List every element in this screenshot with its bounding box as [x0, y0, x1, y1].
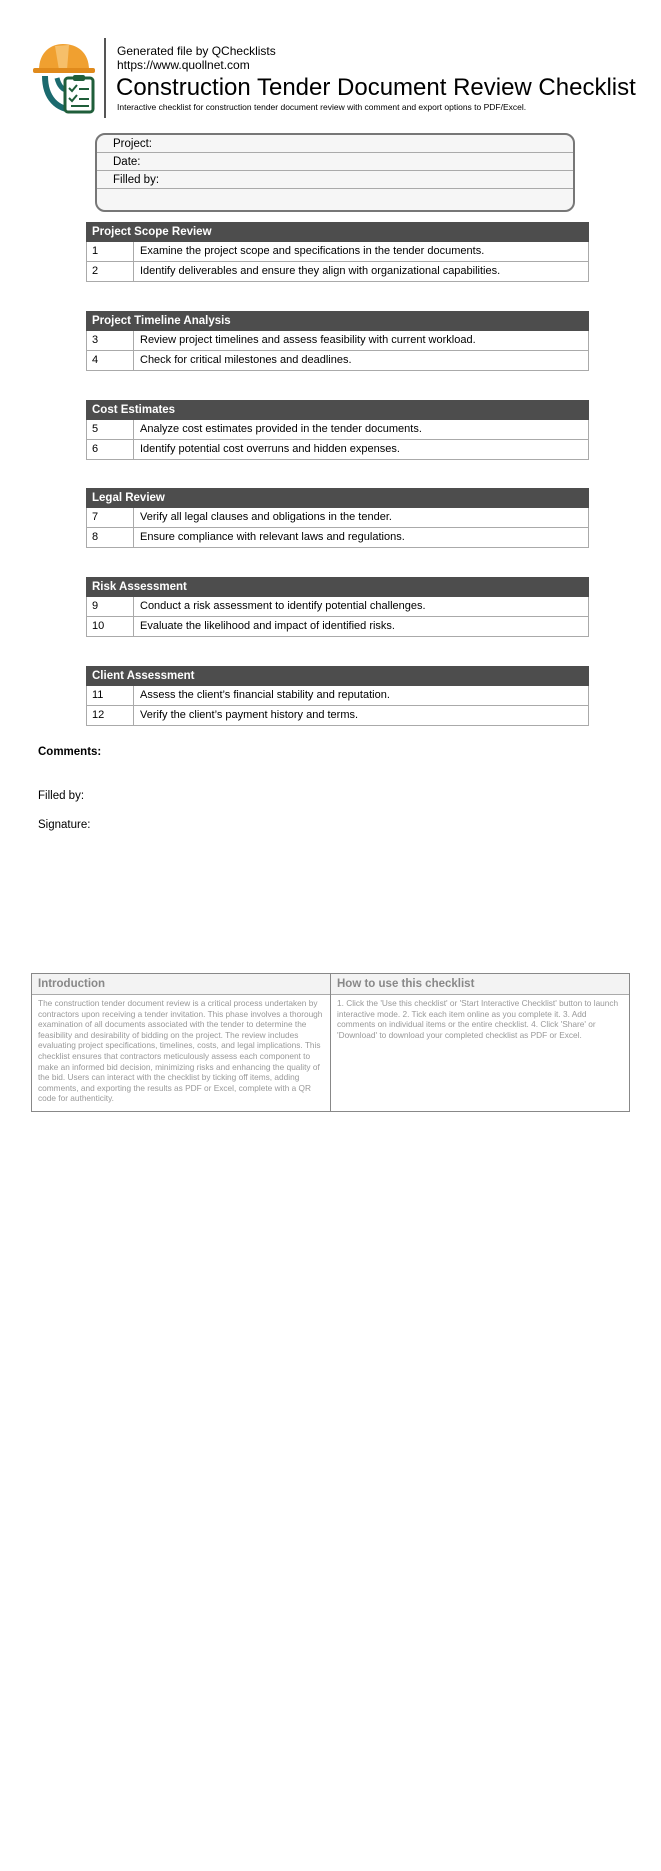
item-text: Verify the client’s payment history and terms.: [140, 709, 359, 721]
item-text: Evaluate the likelihood and impact of identified risks.: [140, 620, 395, 632]
filled-by-field: Filled by:: [97, 171, 573, 189]
item-text: Identify potential cost overruns and hidden expenses.: [140, 443, 400, 455]
section-risk-assessment: [86, 577, 589, 637]
section-title: Client Assessment: [86, 666, 589, 686]
item-text: Check for critical milestones and deadlines.: [140, 354, 352, 366]
item-number: 9: [87, 597, 134, 616]
item-text: Conduct a risk assessment to identify potential challenges.: [140, 600, 426, 612]
section-legal-review: [86, 488, 589, 548]
document-header: [33, 36, 636, 118]
checklist-item[interactable]: [86, 440, 589, 460]
section-title: Cost Estimates: [86, 400, 589, 420]
item-text: Review project timelines and assess feasibility with current workload.: [140, 334, 476, 346]
filled-by-label: Filled by:: [38, 790, 85, 802]
how-to-text: 1. Click the 'Use this checklist' or 'Start Interactive Checklist' button to launch interactive mode. 2. Tick each item online as you complete it. 3. Add comments on individual items or the entire checklist. 4. Click 'Share' or 'Download' to download your completed checklist as PDF or Excel.: [337, 998, 619, 1040]
signature-label: Signature:: [38, 819, 91, 831]
section-title: Risk Assessment: [86, 577, 589, 597]
item-text: Analyze cost estimates provided in the tender documents.: [140, 423, 422, 435]
item-number: 4: [87, 351, 134, 370]
item-text: Assess the client’s financial stability and reputation.: [140, 689, 390, 701]
checklist-item[interactable]: [86, 508, 589, 528]
info-box: [95, 133, 575, 212]
page-title: Construction Tender Document Review Checklist: [116, 74, 636, 101]
item-text: Verify all legal clauses and obligations in the tender.: [140, 511, 392, 523]
intro-table: [31, 973, 630, 1112]
introduction-column: [32, 974, 330, 1111]
section-title: Legal Review: [86, 488, 589, 508]
generated-by-text: Generated file by QChecklists: [117, 44, 276, 58]
project-field: Project:: [97, 135, 573, 153]
checklist-item[interactable]: [86, 242, 589, 262]
how-to-column: [330, 974, 629, 1111]
info-empty-row: [97, 189, 573, 207]
item-number: 1: [87, 242, 134, 261]
item-number: 8: [87, 528, 134, 547]
checklist-item[interactable]: [86, 331, 589, 351]
date-field: Date:: [97, 153, 573, 171]
qchecklists-logo: [33, 40, 103, 116]
website-url[interactable]: https://www.quollnet.com: [117, 58, 250, 72]
item-number: 2: [87, 262, 134, 281]
checklist-item[interactable]: [86, 262, 589, 282]
checklist-item[interactable]: [86, 686, 589, 706]
checklist-item[interactable]: [86, 528, 589, 548]
comments-label: Comments:: [38, 746, 102, 758]
introduction-text: The construction tender document review is a critical process undertaken by contractors upon receiving a tender invitation. This phase involves a thorough examination of all documents associated with the tender to determine the feasibility and desirability of bidding on the project. The review includes evaluating project specifications, timelines, costs, and legal implications. This checklist ensures that contractors meticulously assess each component to make an informed bid decision, minimizing risks and enhancing the quality of the bid. Users can interact with the checklist by ticking off items, adding comments, and exporting the results as PDF or Excel, complete with a QR code for authenticity.: [38, 998, 323, 1104]
item-number: 6: [87, 440, 134, 459]
section-client-assessment: [86, 666, 589, 726]
section-cost-estimates: [86, 400, 589, 460]
item-number: 7: [87, 508, 134, 527]
checklist-item[interactable]: [86, 706, 589, 726]
header-divider: [104, 38, 106, 118]
checklist-item[interactable]: [86, 597, 589, 617]
section-title: Project Scope Review: [86, 222, 589, 242]
checklist-item[interactable]: [86, 617, 589, 637]
item-number: 10: [87, 617, 134, 636]
item-text: Examine the project scope and specifications in the tender documents.: [140, 245, 485, 257]
page-subtitle: Interactive checklist for construction tender document review with comment and export options to PDF/Excel.: [117, 102, 527, 112]
item-text: Identify deliverables and ensure they align with organizational capabilities.: [140, 265, 501, 277]
introduction-heading: Introduction: [32, 974, 330, 995]
checklist-item[interactable]: [86, 420, 589, 440]
item-number: 3: [87, 331, 134, 350]
checklist-item[interactable]: [86, 351, 589, 371]
item-number: 11: [87, 686, 134, 705]
item-text: Ensure compliance with relevant laws and regulations.: [140, 531, 405, 543]
section-project-scope-review: [86, 222, 589, 282]
section-project-timeline-analysis: [86, 311, 589, 371]
section-title: Project Timeline Analysis: [86, 311, 589, 331]
item-number: 5: [87, 420, 134, 439]
how-to-heading: How to use this checklist: [331, 974, 629, 995]
item-number: 12: [87, 706, 134, 725]
